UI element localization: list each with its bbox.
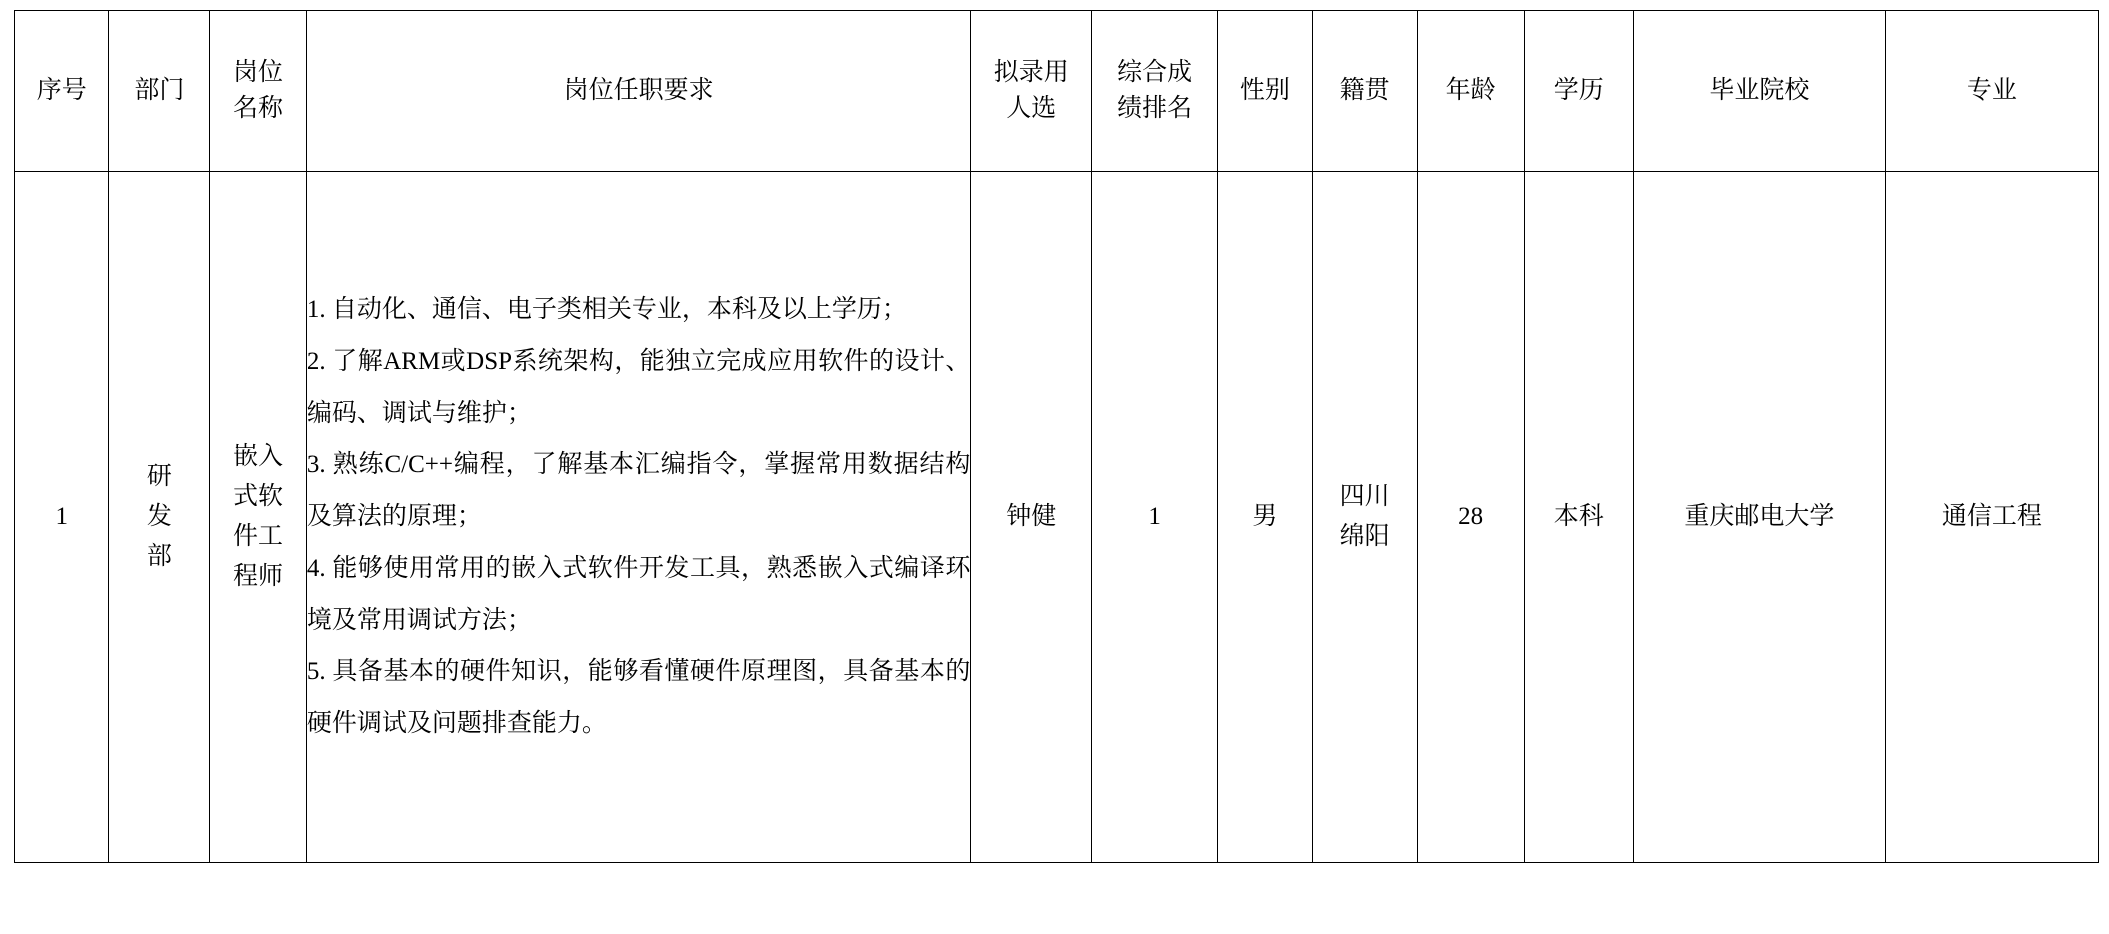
header-cell-native-place [1312, 11, 1417, 172]
header-label-post-line1: 岗位 [233, 58, 284, 86]
cell-education: 本科 [1524, 172, 1633, 863]
requirement-item: 4. 能够使用常用的嵌入式软件开发工具，熟悉嵌入式编译环境及常用调试方法； [306, 554, 971, 634]
header-label-major: 专业 [1966, 76, 2017, 104]
header-label-age: 年龄 [1445, 76, 1496, 104]
header-cell-school [1633, 11, 1885, 172]
document-page [0, 10, 2109, 934]
post-name-line: 程师 [233, 563, 284, 590]
header-cell-requirements [306, 11, 971, 172]
cell-requirements [306, 172, 971, 863]
header-label-native-place: 籍贯 [1339, 76, 1390, 104]
header-row [15, 11, 2099, 172]
native-place-line: 四川 [1339, 483, 1390, 510]
table-header [15, 11, 2099, 172]
header-cell-candidate [971, 11, 1092, 172]
post-name-line: 式软 [233, 483, 284, 510]
header-cell-education [1524, 11, 1633, 172]
header-label-school: 毕业院校 [1709, 76, 1810, 104]
recruitment-table [14, 10, 2099, 863]
cell-candidate: 钟健 [971, 172, 1092, 863]
cell-rank: 1 [1092, 172, 1218, 863]
requirement-item: 2. 了解ARM或DSP系统架构，能独立完成应用软件的设计、编码、调试与维护； [306, 347, 971, 427]
cell-major: 通信工程 [1885, 172, 2098, 863]
header-cell-post [210, 11, 307, 172]
cell-native-place [1312, 172, 1417, 863]
table-body [15, 172, 2099, 863]
header-label-post-line2: 名称 [233, 95, 284, 122]
requirement-item: 1. 自动化、通信、电子类相关专业，本科及以上学历； [306, 296, 907, 324]
header-cell-dept [109, 11, 210, 172]
requirement-item: 3. 熟练C/C++编程，了解基本汇编指令，掌握常用数据结构及算法的原理； [306, 451, 971, 531]
header-cell-gender [1218, 11, 1312, 172]
cell-department [109, 172, 210, 863]
header-label-rank-line2: 绩排名 [1117, 95, 1193, 122]
header-label-candidate-line2: 人选 [1006, 95, 1057, 122]
table-row [15, 172, 2099, 863]
header-label-seq: 序号 [36, 76, 87, 104]
department-stack [109, 457, 209, 577]
post-name-line: 件工 [233, 523, 284, 550]
header-label-gender: 性别 [1239, 76, 1290, 104]
cell-school: 重庆邮电大学 [1633, 172, 1885, 863]
requirement-item: 5. 具备基本的硬件知识，能够看懂硬件原理图，具备基本的硬件调试及问题排查能力。 [306, 658, 971, 738]
cell-gender: 男 [1218, 172, 1312, 863]
cell-post-name [210, 172, 307, 863]
header-label-candidate-line1: 拟录用 [993, 58, 1069, 86]
department-char: 研 [146, 463, 172, 490]
header-label-dept: 部门 [134, 76, 185, 104]
header-cell-age [1417, 11, 1524, 172]
native-place-line: 绵阳 [1339, 523, 1390, 550]
header-cell-seq [15, 11, 109, 172]
department-char: 发 [146, 503, 172, 530]
department-char: 部 [146, 543, 172, 570]
header-label-requirements: 岗位任职要求 [563, 76, 714, 104]
header-label-rank-line1: 综合成 [1117, 58, 1193, 86]
cell-age: 28 [1417, 172, 1524, 863]
header-cell-major [1885, 11, 2098, 172]
header-cell-rank [1092, 11, 1218, 172]
post-name-line: 嵌入 [233, 443, 284, 470]
header-label-education: 学历 [1553, 76, 1604, 104]
post-name-stack [210, 437, 306, 597]
cell-seq: 1 [15, 172, 109, 863]
